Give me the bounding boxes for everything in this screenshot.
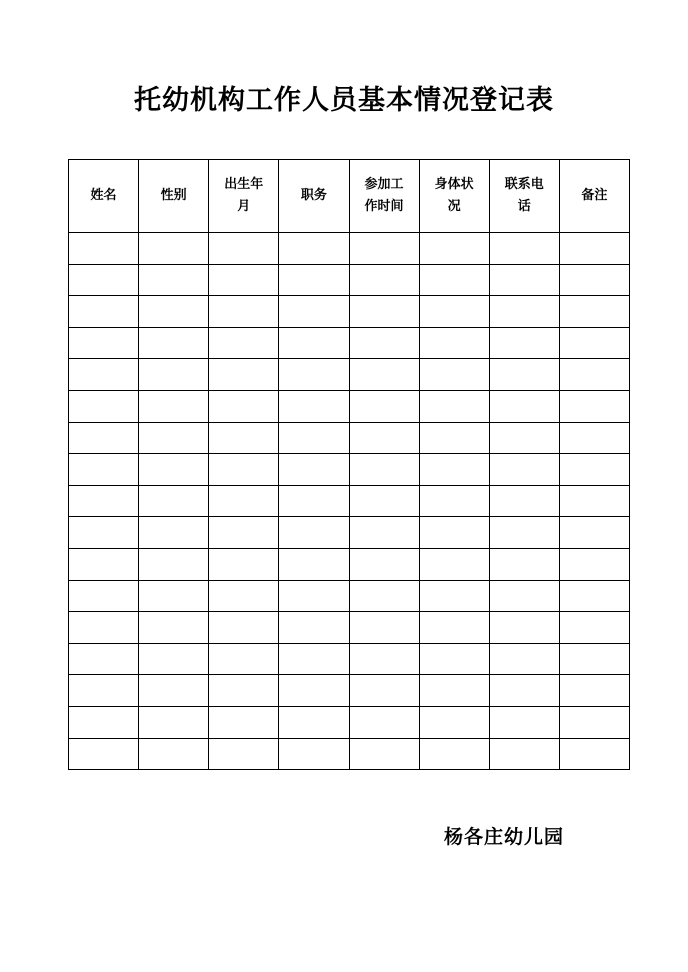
table-cell[interactable] <box>489 359 559 391</box>
table-cell[interactable] <box>69 580 139 612</box>
table-cell[interactable] <box>349 264 419 296</box>
table-cell[interactable] <box>349 517 419 549</box>
table-cell[interactable] <box>279 359 349 391</box>
table-cell[interactable] <box>69 675 139 707</box>
table-row <box>69 327 630 359</box>
table-cell[interactable] <box>419 738 489 770</box>
table-cell[interactable] <box>209 612 279 644</box>
table-cell[interactable] <box>279 454 349 486</box>
table-cell[interactable] <box>279 296 349 328</box>
page-title: 托幼机构工作人员基本情况登记表 <box>134 85 554 116</box>
organization-name: 杨各庄幼儿园 <box>444 826 565 848</box>
table-row <box>69 612 630 644</box>
table-cell[interactable] <box>349 643 419 675</box>
table-cell[interactable] <box>489 296 559 328</box>
table-cell[interactable] <box>69 359 139 391</box>
table-cell[interactable] <box>349 390 419 422</box>
table-cell[interactable] <box>209 738 279 770</box>
table-cell[interactable] <box>349 675 419 707</box>
table-cell[interactable] <box>559 580 629 612</box>
table-cell[interactable] <box>559 706 629 738</box>
table-cell[interactable] <box>559 643 629 675</box>
table-cell[interactable] <box>559 233 629 265</box>
table-row <box>69 264 630 296</box>
table-cell[interactable] <box>139 264 209 296</box>
table-cell[interactable] <box>69 517 139 549</box>
table-cell[interactable] <box>209 422 279 454</box>
table-cell[interactable] <box>489 454 559 486</box>
table-cell[interactable] <box>209 485 279 517</box>
table-row <box>69 485 630 517</box>
table-cell[interactable] <box>279 390 349 422</box>
table-cell[interactable] <box>69 612 139 644</box>
table-cell[interactable] <box>69 327 139 359</box>
table-cell[interactable] <box>139 643 209 675</box>
table-cell[interactable] <box>419 485 489 517</box>
table-cell[interactable] <box>349 580 419 612</box>
table-cell[interactable] <box>69 264 139 296</box>
table-cell[interactable] <box>209 706 279 738</box>
table-cell[interactable] <box>419 233 489 265</box>
table-body <box>69 233 630 770</box>
table-cell[interactable] <box>419 643 489 675</box>
table-cell[interactable] <box>279 327 349 359</box>
table-cell[interactable] <box>139 359 209 391</box>
table-cell[interactable] <box>209 264 279 296</box>
table-cell[interactable] <box>69 548 139 580</box>
table-cell[interactable] <box>209 517 279 549</box>
table-cell[interactable] <box>209 675 279 707</box>
table-cell[interactable] <box>419 296 489 328</box>
table-cell[interactable] <box>489 548 559 580</box>
table-cell[interactable] <box>139 548 209 580</box>
table-cell[interactable] <box>419 327 489 359</box>
table-cell[interactable] <box>279 233 349 265</box>
table-cell[interactable] <box>349 612 419 644</box>
table-row <box>69 390 630 422</box>
table-cell[interactable] <box>489 675 559 707</box>
table-cell[interactable] <box>489 706 559 738</box>
table-cell[interactable] <box>349 454 419 486</box>
table-cell[interactable] <box>279 264 349 296</box>
table-cell[interactable] <box>559 738 629 770</box>
table-cell[interactable] <box>139 454 209 486</box>
table-cell[interactable] <box>139 517 209 549</box>
table-cell[interactable] <box>209 390 279 422</box>
table-cell[interactable] <box>69 485 139 517</box>
table-cell[interactable] <box>349 738 419 770</box>
table-cell[interactable] <box>279 612 349 644</box>
table-cell[interactable] <box>559 517 629 549</box>
table-cell[interactable] <box>69 643 139 675</box>
table-cell[interactable] <box>349 548 419 580</box>
table-cell[interactable] <box>489 422 559 454</box>
table-cell[interactable] <box>69 233 139 265</box>
table-cell[interactable] <box>349 296 419 328</box>
table-cell[interactable] <box>419 390 489 422</box>
table-row <box>69 738 630 770</box>
table-cell[interactable] <box>489 233 559 265</box>
table-cell[interactable] <box>559 296 629 328</box>
table-cell[interactable] <box>209 327 279 359</box>
table-cell[interactable] <box>489 390 559 422</box>
table-cell[interactable] <box>209 233 279 265</box>
registration-table <box>68 159 630 770</box>
table-cell[interactable] <box>489 517 559 549</box>
table-cell[interactable] <box>69 454 139 486</box>
table-cell[interactable] <box>419 612 489 644</box>
col-header-name: 姓名 <box>69 160 139 233</box>
table-cell[interactable] <box>419 517 489 549</box>
table-cell[interactable] <box>279 738 349 770</box>
table-cell[interactable] <box>419 454 489 486</box>
header-row <box>69 160 630 233</box>
table-cell[interactable] <box>419 675 489 707</box>
table-cell[interactable] <box>209 643 279 675</box>
table-cell[interactable] <box>279 485 349 517</box>
table-row <box>69 580 630 612</box>
table-cell[interactable] <box>69 422 139 454</box>
table-cell[interactable] <box>419 422 489 454</box>
table-cell[interactable] <box>489 327 559 359</box>
col-header-gender: 性别 <box>139 160 209 233</box>
table-cell[interactable] <box>559 612 629 644</box>
table-cell[interactable] <box>489 643 559 675</box>
table-cell[interactable] <box>139 233 209 265</box>
table-cell[interactable] <box>139 485 209 517</box>
table-cell[interactable] <box>489 264 559 296</box>
table-cell[interactable] <box>279 643 349 675</box>
table-cell[interactable] <box>349 706 419 738</box>
table-cell[interactable] <box>139 580 209 612</box>
table-cell[interactable] <box>69 390 139 422</box>
table-cell[interactable] <box>489 612 559 644</box>
table-cell[interactable] <box>559 675 629 707</box>
table-cell[interactable] <box>69 296 139 328</box>
table-cell[interactable] <box>349 327 419 359</box>
table-row <box>69 643 630 675</box>
table-cell[interactable] <box>139 390 209 422</box>
table-cell[interactable] <box>279 517 349 549</box>
table-cell[interactable] <box>139 296 209 328</box>
col-header-phone: 联系电话 <box>489 160 559 233</box>
table-row <box>69 706 630 738</box>
table-cell[interactable] <box>559 422 629 454</box>
table-cell[interactable] <box>139 327 209 359</box>
table-row <box>69 548 630 580</box>
table-cell[interactable] <box>209 454 279 486</box>
table-cell[interactable] <box>419 264 489 296</box>
table-cell[interactable] <box>349 422 419 454</box>
table-row <box>69 454 630 486</box>
table-row <box>69 233 630 265</box>
table-cell[interactable] <box>559 390 629 422</box>
table-row <box>69 422 630 454</box>
table-cell[interactable] <box>139 612 209 644</box>
table-cell[interactable] <box>489 485 559 517</box>
table-cell[interactable] <box>349 359 419 391</box>
table-cell[interactable] <box>209 296 279 328</box>
table-cell[interactable] <box>559 485 629 517</box>
table-cell[interactable] <box>279 580 349 612</box>
table-cell[interactable] <box>279 706 349 738</box>
table-row <box>69 675 630 707</box>
table-row <box>69 359 630 391</box>
table-cell[interactable] <box>209 548 279 580</box>
table-cell[interactable] <box>559 327 629 359</box>
table-cell[interactable] <box>349 485 419 517</box>
table-cell[interactable] <box>419 548 489 580</box>
table-cell[interactable] <box>489 738 559 770</box>
col-header-position: 职务 <box>279 160 349 233</box>
table-cell[interactable] <box>139 738 209 770</box>
table-cell[interactable] <box>559 548 629 580</box>
col-header-birth-date: 出生年月 <box>209 160 279 233</box>
col-header-work-start-date: 参加工作时间 <box>349 160 419 233</box>
table-cell[interactable] <box>139 706 209 738</box>
table-cell[interactable] <box>559 264 629 296</box>
col-header-remarks: 备注 <box>559 160 629 233</box>
table-cell[interactable] <box>279 548 349 580</box>
table-cell[interactable] <box>209 580 279 612</box>
table-cell[interactable] <box>69 738 139 770</box>
table-cell[interactable] <box>419 580 489 612</box>
table-cell[interactable] <box>139 675 209 707</box>
table-cell[interactable] <box>419 359 489 391</box>
table-cell[interactable] <box>279 675 349 707</box>
table-cell[interactable] <box>559 454 629 486</box>
table-cell[interactable] <box>139 422 209 454</box>
table-cell[interactable] <box>559 359 629 391</box>
table-cell[interactable] <box>69 706 139 738</box>
table-cell[interactable] <box>209 359 279 391</box>
table-row <box>69 296 630 328</box>
col-header-health-status: 身体状况 <box>419 160 489 233</box>
table-cell[interactable] <box>419 706 489 738</box>
table-cell[interactable] <box>349 233 419 265</box>
table-cell[interactable] <box>279 422 349 454</box>
table-row <box>69 517 630 549</box>
table-cell[interactable] <box>489 580 559 612</box>
